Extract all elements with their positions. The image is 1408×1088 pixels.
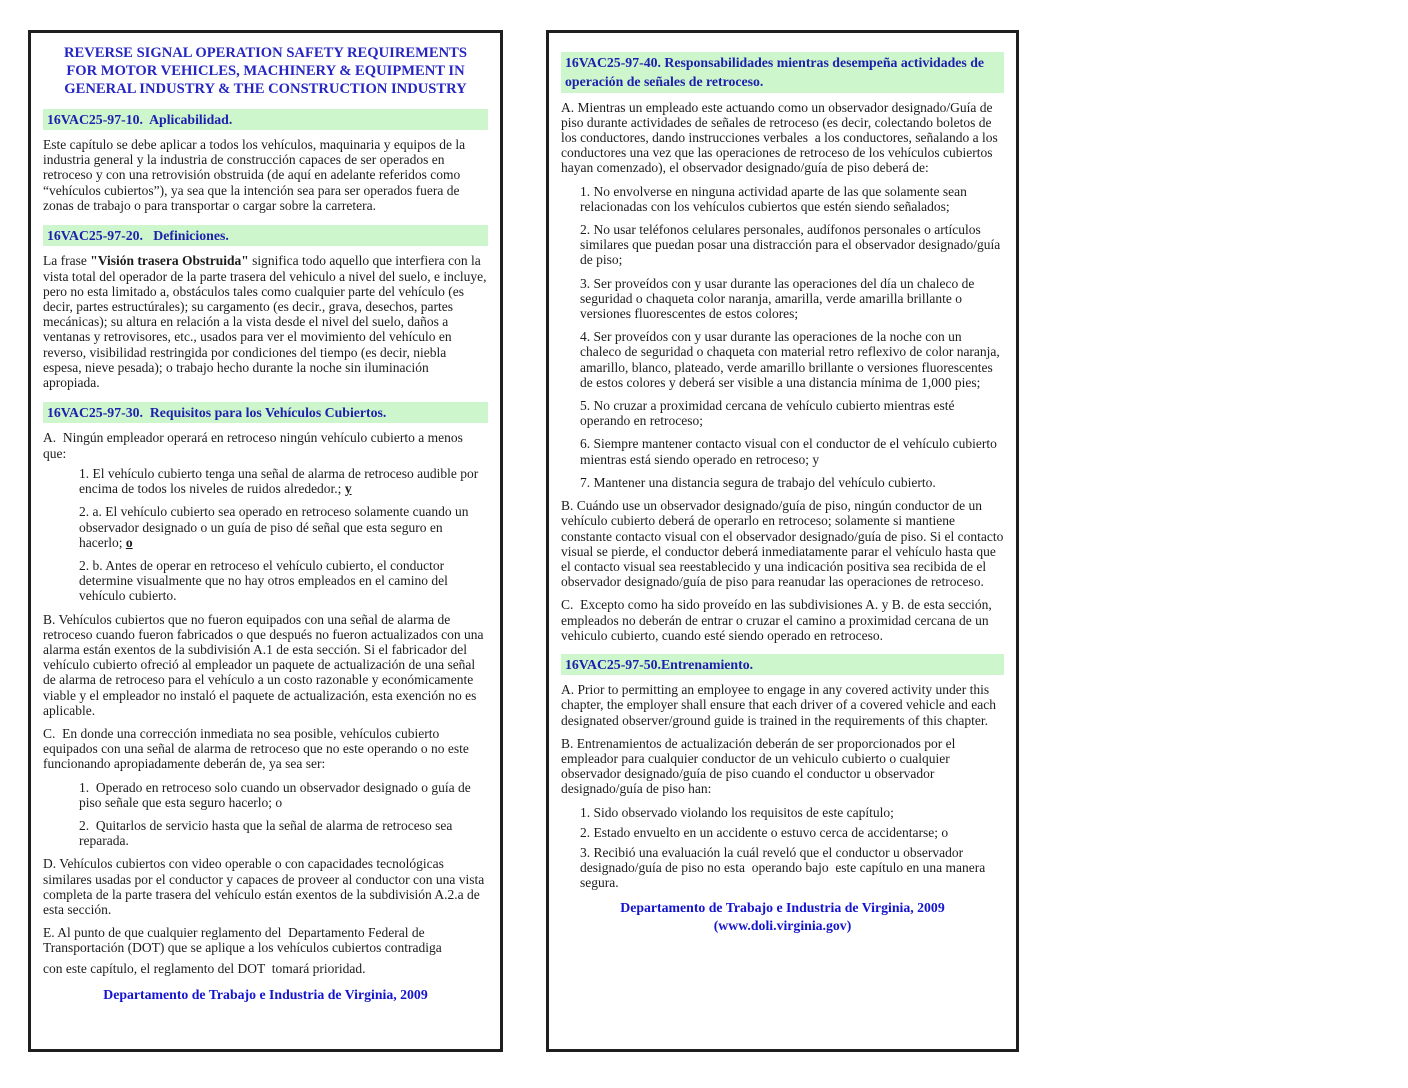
item-text: 2. a. El vehículo cubierto sea operado en retroceso solamente cuando un observador designado o un guía de piso dé señal que esta seguro en hacerlo;: [79, 504, 472, 550]
list-item-30-c2: 2. Quitarlos de servicio hasta que la señal de alarma de retroceso sea reparada.: [79, 817, 456, 849]
list-item-50-3: 3. Recibió una evaluación la cuál reveló que el conductor u observador designado/guía de piso no esta operando bajo este capítulo en una manera segura.: [580, 845, 989, 891]
list-item-40-4: 4. Ser proveídos con y usar durante las operaciones de la noche con un chaleco de seguridad o chaqueta con material retro reflexivo de color naranja, amarillo, blanco, plateado, verde amarillo brillante o versiones fluorescentes de estos colores y deberá ser visible a una distancia mínima de 1,000 pies;: [580, 329, 1004, 390]
section-header-97-10: 16VAC25-97-10. Aplicabilidad.: [43, 109, 488, 130]
definiciones-rest: significa todo aquello que interfiera con la vista total del operador de la parte trasera del vehiculo a nivel del suelo, e incluye, pero no esta limitado a, obstáculos tales como cualquier parte del vehículo (es decir, partes estructúrales); su cargamento (es decir., grava, desechos, partes mecánicas); su altura en relación a la vista desde el nivel del suelo, daños a ventanas y retrovisores, etc., usados para ver el movimiento del vehículo en reverso, visibilidad restringida por condiciones del tiempo (es decir, niebla espesa, nieve pesada); o trabajo hecho durante la noche sin iluminación apropiada.: [43, 253, 490, 390]
list-item-40-7: 7. Mantener una distancia segura de trabajo del vehículo cubierto.: [580, 474, 936, 490]
right-footer-url: (www.doli.virginia.gov): [713, 918, 852, 934]
paragraph-definiciones: [43, 253, 488, 390]
list-item-40-5: 5. No cruzar a proximidad cercana de vehículo cubierto mientras esté operando en retroceso;: [580, 398, 958, 429]
list-item-40-1: 1. No envolverse en ninguna actividad aparte de las que solamente sean relacionadas con los vehículos cubiertos que estén siendo señalados;: [580, 183, 971, 214]
list-item-50-1: 1. Sido observado violando los requisitos de este capítulo;: [580, 804, 894, 820]
list-item-40-3: 3. Ser proveídos con y usar durante las operaciones del día un chaleco de seguridad o chaqueta color naranja, amarilla, verde amarilla brillante o versiones fluorescentes de estos colores;: [580, 275, 978, 322]
definiciones-lead: La frase: [43, 253, 91, 269]
paragraph-30-e2: con este capítulo, el reglamento del DOT tomará prioridad.: [43, 960, 366, 976]
conjunction-y: y: [344, 481, 352, 497]
section-header-97-40: 16VAC25-97-40. Responsabilidades mientras desempeña actividades de operación de señales de retroceso.: [561, 52, 1004, 93]
section-header-97-50: 16VAC25-97-50.Entrenamiento.: [561, 654, 1004, 675]
section-header-97-30: 16VAC25-97-30. Requisitos para los Vehículos Cubiertos.: [43, 402, 488, 423]
document-title: REVERSE SIGNAL OPERATION SAFETY REQUIREMENTS FOR MOTOR VEHICLES, MACHINERY & EQUIPMENT IN GENERAL INDUSTRY & THE CONSTRUCTION INDUSTRY: [63, 45, 468, 98]
left-panel: [28, 30, 503, 1052]
right-footer: [561, 899, 1004, 936]
item-text: 1. El vehículo cubierto tenga una señal de alarma de retroceso audible por encima de todos los niveles de ruidos alrededor.;: [79, 465, 482, 497]
paragraph-30-c: C. En donde una corrección inmediata no sea posible, vehículos cubierto equipados con una señal de alarma de retroceso que no este operando o no este funcionando apropiadamente deberán de, ya sea ser:: [43, 725, 473, 772]
paragraph-50-a: A. Prior to permitting an employee to engage in any covered activity under this chapter, the employer shall ensure that each driver of a covered vehicle and each designated observer/ground guide is trained in the requirements of this chapter.: [561, 682, 1000, 728]
conjunction-o: o: [125, 534, 133, 550]
list-item-40-2: 2. No usar teléfonos celulares personales, audífonos personales o artículos similares que puedan posar una distracción para el observador designado/guía de piso;: [580, 222, 1004, 268]
paragraph-40-c: C. Excepto como ha sido proveído en las subdivisiones A. y B. de esta sección, empleados no deberán de entrar o cruzar el camino a proximidad cercana de un vehiculo cubierto, cuando esté siendo operado en retroceso.: [561, 597, 996, 643]
right-panel: [546, 30, 1019, 1052]
list-item-30-a1: [79, 466, 488, 496]
paragraph-30-a: A. Ningún empleador operará en retroceso ningún vehículo cubierto a menos que:: [43, 430, 467, 461]
section-header-97-20: 16VAC25-97-20. Definiciones.: [43, 225, 488, 246]
list-item-30-a2a: [79, 504, 488, 550]
paragraph-30-b: B. Vehículos cubiertos que no fueron equipados con una señal de alarma de retroceso cuando fueron fabricados o que después no fueron actualizados con una alarma están exentos de la subdivisión A.1 de esta sección. Si el fabricador del vehículo cubierto ofreció al empleador un paquete de actualización de una señal de alarma de retroceso para el vehículo a un costo razonable y económicamente viable y el empleador no instaló el paquete de actualización, esta exención no es aplicable.: [43, 611, 487, 718]
paragraph-aplicabilidad: Este capítulo se debe aplicar a todos los vehículos, maquinaria y equipos de la industria general y la industria de construcción capaces de ser operados en retroceso y con una retrovisión obstruida (de aquí en adelante referidos como “vehículos cubiertos”), ya sea que la intención sea para ser operados fuera de zonas de trabajo o para transportar o cargar sobre la carretera.: [43, 137, 469, 213]
right-footer-line1: Departamento de Trabajo e Industria de Virginia, 2009: [620, 899, 945, 915]
paragraph-50-b: B. Entrenamientos de actualización deberán de ser proporcionados por el empleador para cualquier conductor de un vehiculo cubierto o cualquier observador designado/guía de piso cuando el conductor u observador designado/guía de piso han:: [561, 735, 959, 797]
paragraph-40-b: B. Cuándo use un observador designado/guía de piso, ningún conductor de un vehículo cubierto deberá de operarlo en retroceso; solamente si mantiene constante contacto visual con el observador designado/guía de piso. Si el contacto visual se pierde, el conductor deberá inmediatamente parar el vehículo hasta que el contacto visual sea reestablecido y una indicación positiva sea recibida de el observador designado/guía de piso para reanudar las operaciones de retroceso.: [561, 498, 1007, 590]
list-item-30-a2b: 2. b. Antes de operar en retroceso el vehículo cubierto, el conductor determine visualmente que no hay otros empleados en el camino del vehículo cubierto.: [79, 557, 452, 604]
paragraph-40-a: A. Mientras un empleado este actuando como un observador designado/Guía de piso durante actividades de señales de retroceso (es decir, colectando boletos de los conductores, dando instrucciones verbales a los conductores, señalando a los conductores una vez que las operaciones de retroceso de los vehículos cubiertos hayan comenzado), el observador designado/guía de piso deberá de:: [561, 99, 1002, 176]
left-footer: Departamento de Trabajo e Industria de Virginia, 2009: [103, 986, 428, 1002]
definiciones-term: "Visión trasera Obstruida": [90, 253, 249, 269]
list-item-30-c1: 1. Operado en retroceso solo cuando un observador designado o guía de piso señale que esta seguro hacerlo; o: [79, 779, 475, 810]
paragraph-30-e: E. Al punto de que cualquier reglamento del Departamento Federal de Transportación (DOT) que se aplique a los vehículos cubiertos contradiga: [43, 925, 442, 956]
paragraph-30-d: D. Vehículos cubiertos con video operable o con capacidades tecnológicas similares usadas por el conductor y capaces de proveer al conductor con una vista completa de la parte trasera del vehículo están exentos de la subdivisión A.2.a de esta sección.: [43, 856, 488, 917]
list-item-50-2: 2. Estado envuelto en un accidente o estuvo cerca de accidentarse; o: [580, 824, 949, 840]
list-item-40-6: 6. Siempre mantener contacto visual con el conductor de el vehículo cubierto mientras está siendo operado en retroceso; y: [580, 436, 1001, 467]
